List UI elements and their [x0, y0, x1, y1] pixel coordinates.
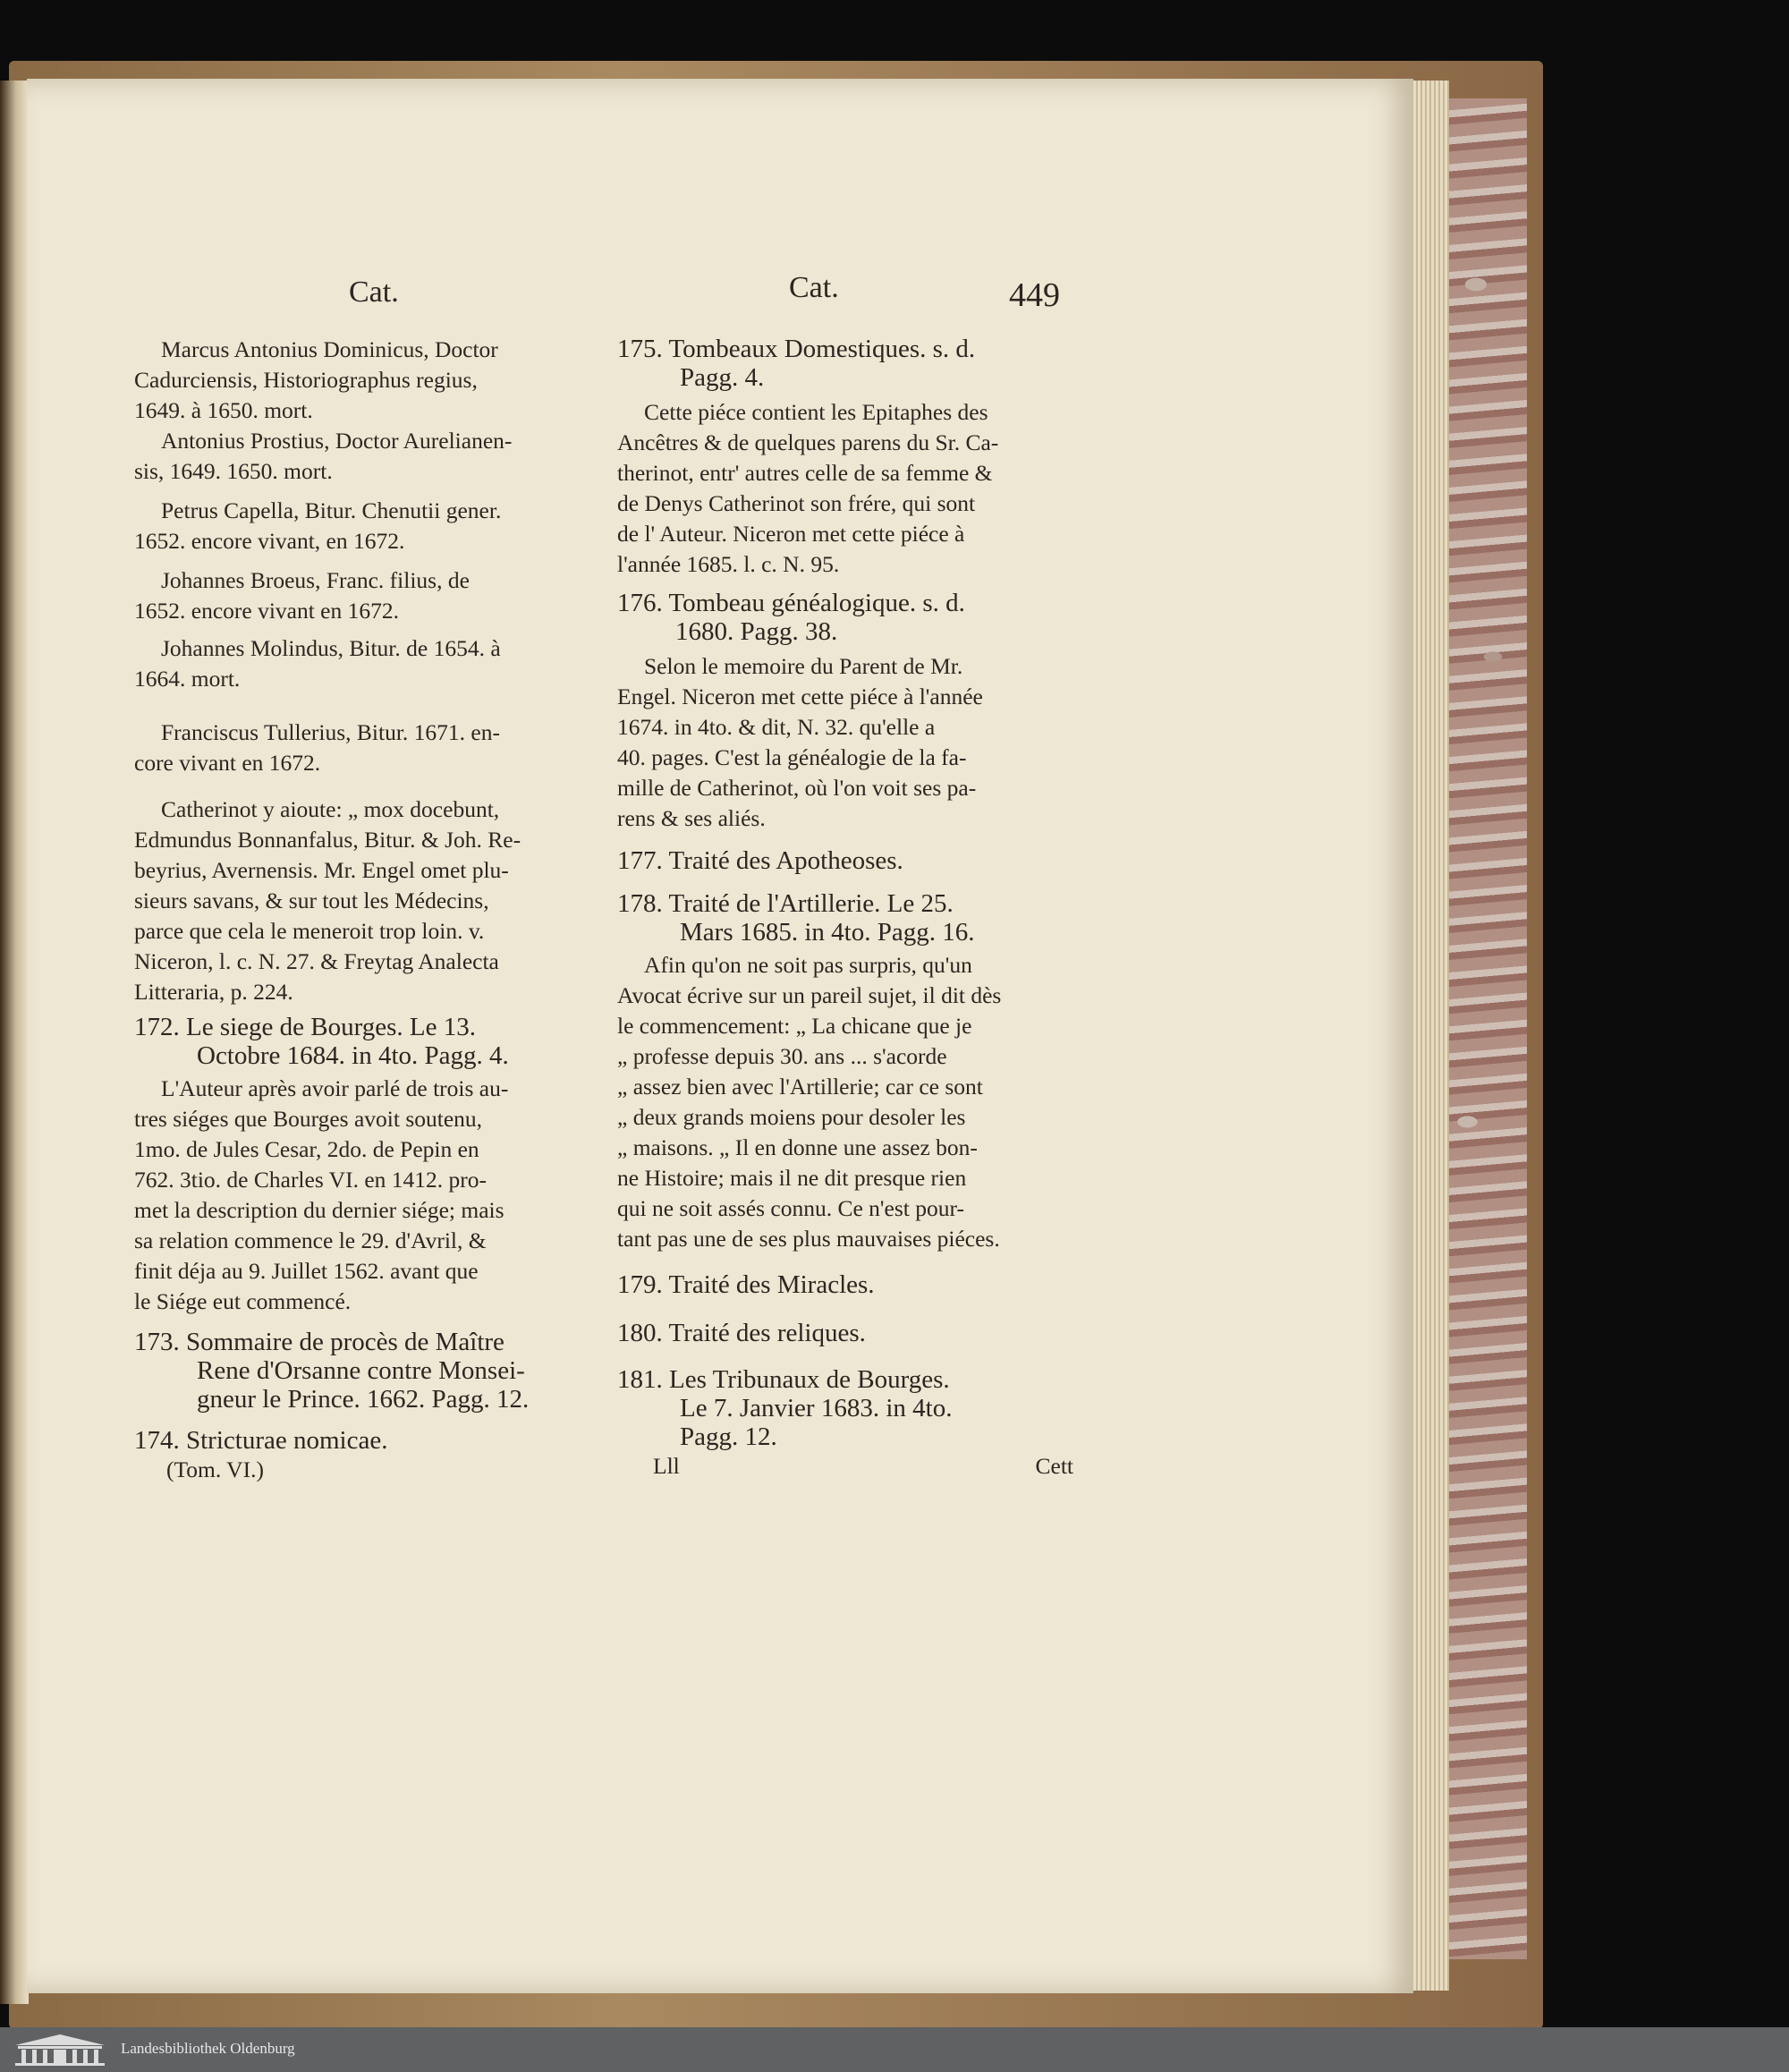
- text-line: Antonius Prostius, Doctor Aurelianen-: [161, 428, 513, 454]
- text-line: Cette piéce contient les Epitaphes des: [644, 399, 988, 425]
- text-line: Johannes Molindus, Bitur. de 1654. à: [161, 635, 501, 661]
- volume-signature: [134, 1455, 586, 1485]
- entry-paragraph: [134, 565, 586, 626]
- catalog-entry-178: [617, 889, 1073, 947]
- text-line: sieurs savans, & sur tout les Médecins,: [134, 887, 489, 913]
- catalog-entry-173: [134, 1328, 586, 1414]
- text-line: Selon le memoire du Parent de Mr.: [644, 653, 963, 679]
- text-line: Franciscus Tullerius, Bitur. 1671. en-: [161, 719, 500, 745]
- entry-paragraph: [134, 794, 586, 1007]
- text-line: 175. Tombeaux Domestiques. s. d.: [617, 335, 976, 363]
- text-line: Afin qu'on ne soit pas surpris, qu'un: [644, 952, 972, 978]
- entry-paragraph: [134, 426, 586, 487]
- entry-paragraph: [617, 397, 1073, 580]
- text-line: Edmundus Bonnanfalus, Bitur. & Joh. Re-: [134, 827, 521, 853]
- page-foot: [617, 1451, 1073, 1482]
- text-line: Petrus Capella, Bitur. Chenutii gener.: [161, 497, 502, 523]
- catchword: Cett: [1035, 1453, 1073, 1479]
- catalog-entry-181: [617, 1365, 1073, 1451]
- catalog-entry-179: [617, 1270, 1073, 1299]
- text-line: 1680. Pagg. 38.: [675, 617, 838, 646]
- left-running-title: Cat.: [349, 276, 399, 309]
- text-line: 176. Tombeau généalogique. s. d.: [617, 589, 965, 617]
- text-line: 173. Sommaire de procès de Maître: [134, 1328, 504, 1356]
- text-line: „ deux grands moiens pour desoler les: [617, 1104, 966, 1130]
- text-line: (Tom. VI.): [166, 1456, 264, 1482]
- text-line: 1652. encore vivant en 1672.: [134, 598, 400, 624]
- catalog-entry-177: [617, 846, 1073, 875]
- text-line: Johannes Broeus, Franc. filius, de: [161, 567, 470, 593]
- text-line: Niceron, l. c. N. 27. & Freytag Analecta: [134, 948, 499, 974]
- text-line: de Denys Catherinot son frére, qui sont: [617, 490, 976, 516]
- text-line: 1mo. de Jules Cesar, 2do. de Pepin en: [134, 1136, 479, 1162]
- catalog-entry-175: [617, 335, 1073, 392]
- text-line: mille de Catherinot, où l'on voit ses pa-: [617, 775, 977, 801]
- text-line: „ assez bien avec l'Artillerie; car ce sont: [617, 1074, 983, 1100]
- page-edges: [1409, 81, 1449, 1991]
- text-line: Catherinot y aioute: „ mox docebunt,: [161, 796, 500, 822]
- text-line: met la description du dernier siége; mais: [134, 1197, 504, 1223]
- entry-paragraph: [617, 950, 1073, 1254]
- text-line: Cadurciensis, Historiographus regius,: [134, 367, 478, 393]
- library-building-icon: [11, 2033, 109, 2067]
- left-page-edge: [0, 81, 29, 2004]
- text-line: 1674. in 4to. & dit, N. 32. qu'elle a: [617, 714, 936, 740]
- text-line: 172. Le siege de Bourges. Le 13.: [134, 1013, 477, 1041]
- catalog-entry-174: [134, 1426, 586, 1455]
- text-line: Ancêtres & de quelques parens du Sr. Ca-: [617, 429, 999, 455]
- text-line: Pagg. 12.: [680, 1422, 777, 1451]
- text-line: gneur le Prince. 1662. Pagg. 12.: [197, 1385, 530, 1414]
- text-line: 762. 3tio. de Charles VI. en 1412. pro-: [134, 1167, 488, 1193]
- entry-paragraph: [134, 496, 586, 556]
- text-line: tres siéges que Bourges avoit soutenu,: [134, 1106, 483, 1132]
- text-line: 1649. à 1650. mort.: [134, 397, 313, 423]
- text-line: L'Auteur après avoir parlé de trois au-: [161, 1075, 509, 1101]
- text-line: 178. Traité de l'Artillerie. Le 25.: [617, 889, 954, 918]
- entry-paragraph: [134, 633, 586, 694]
- text-line: tant pas une de ses plus mauvaises piéces.: [617, 1226, 1000, 1252]
- text-line: core vivant en 1672.: [134, 750, 321, 776]
- page-number: 449: [1009, 276, 1060, 314]
- catalog-entry-176: [617, 589, 1073, 646]
- text-line: Octobre 1684. in 4to. Pagg. 4.: [197, 1041, 509, 1070]
- text-line: rens & ses aliés.: [617, 805, 766, 831]
- text-line: Pagg. 4.: [680, 363, 765, 392]
- text-line: sa relation commence le 29. d'Avril, &: [134, 1227, 487, 1253]
- catalog-entry-180: [617, 1319, 1073, 1347]
- text-line: therinot, entr' autres celle de sa femme &: [617, 460, 993, 486]
- text-line: 181. Les Tribunaux de Bourges.: [617, 1365, 950, 1394]
- text-line: Engel. Niceron met cette piéce à l'année: [617, 684, 983, 709]
- text-line: finit déja au 9. Juillet 1562. avant que: [134, 1258, 479, 1284]
- text-line: „ maisons. „ Il en donne une assez bon-: [617, 1134, 978, 1160]
- text-line: 1664. mort.: [134, 666, 241, 692]
- text-line: beyrius, Avernensis. Mr. Engel omet plu-: [134, 857, 509, 883]
- text-line: 174. Stricturae nomicae.: [134, 1426, 388, 1455]
- text-line: 40. pages. C'est la généalogie de la fa-: [617, 744, 967, 770]
- text-line: ne Histoire; mais il ne dit presque rien: [617, 1165, 967, 1191]
- text-line: l'année 1685. l. c. N. 95.: [617, 551, 840, 577]
- text-line: Avocat écrive sur un pareil sujet, il dit dès: [617, 982, 1002, 1008]
- text-line: Le 7. Janvier 1683. in 4to.: [680, 1394, 953, 1422]
- text-line: 179. Traité des Miracles.: [617, 1270, 875, 1299]
- text-line: de l' Auteur. Niceron met cette piéce à: [617, 521, 965, 547]
- text-line: le Siége eut commencé.: [134, 1288, 352, 1314]
- library-name: Landesbibliothek Oldenburg: [121, 2040, 295, 2057]
- text-line: „ professe depuis 30. ans ... s'acorde: [617, 1043, 947, 1069]
- left-column: [134, 335, 586, 1485]
- entry-paragraph: [617, 651, 1073, 834]
- text-line: Marcus Antonius Dominicus, Doctor: [161, 336, 498, 362]
- text-line: 177. Traité des Apotheoses.: [617, 846, 903, 875]
- entry-paragraph: [134, 335, 586, 426]
- text-line: sis, 1649. 1650. mort.: [134, 458, 333, 484]
- text-line: le commencement: „ La chicane que je: [617, 1013, 972, 1039]
- marbled-edge: [1442, 98, 1527, 1959]
- right-running-title: Cat.: [789, 271, 839, 304]
- text-line: qui ne soit assés connu. Ce n'est pour-: [617, 1195, 964, 1221]
- catalog-entry-172: [134, 1013, 586, 1070]
- text-line: parce que cela le meneroit trop loin. v.: [134, 918, 485, 944]
- text-line: Rene d'Orsanne contre Monsei-: [197, 1356, 525, 1385]
- right-column: [617, 335, 1073, 1482]
- text-line: 180. Traité des reliques.: [617, 1319, 866, 1347]
- text-line: Litteraria, p. 224.: [134, 979, 293, 1005]
- text-line: Mars 1685. in 4to. Pagg. 16.: [680, 918, 975, 947]
- entry-paragraph: [134, 718, 586, 778]
- text-line: 1652. encore vivant, en 1672.: [134, 528, 405, 554]
- entry-paragraph: [134, 1074, 586, 1317]
- signature-mark: Lll: [653, 1453, 680, 1479]
